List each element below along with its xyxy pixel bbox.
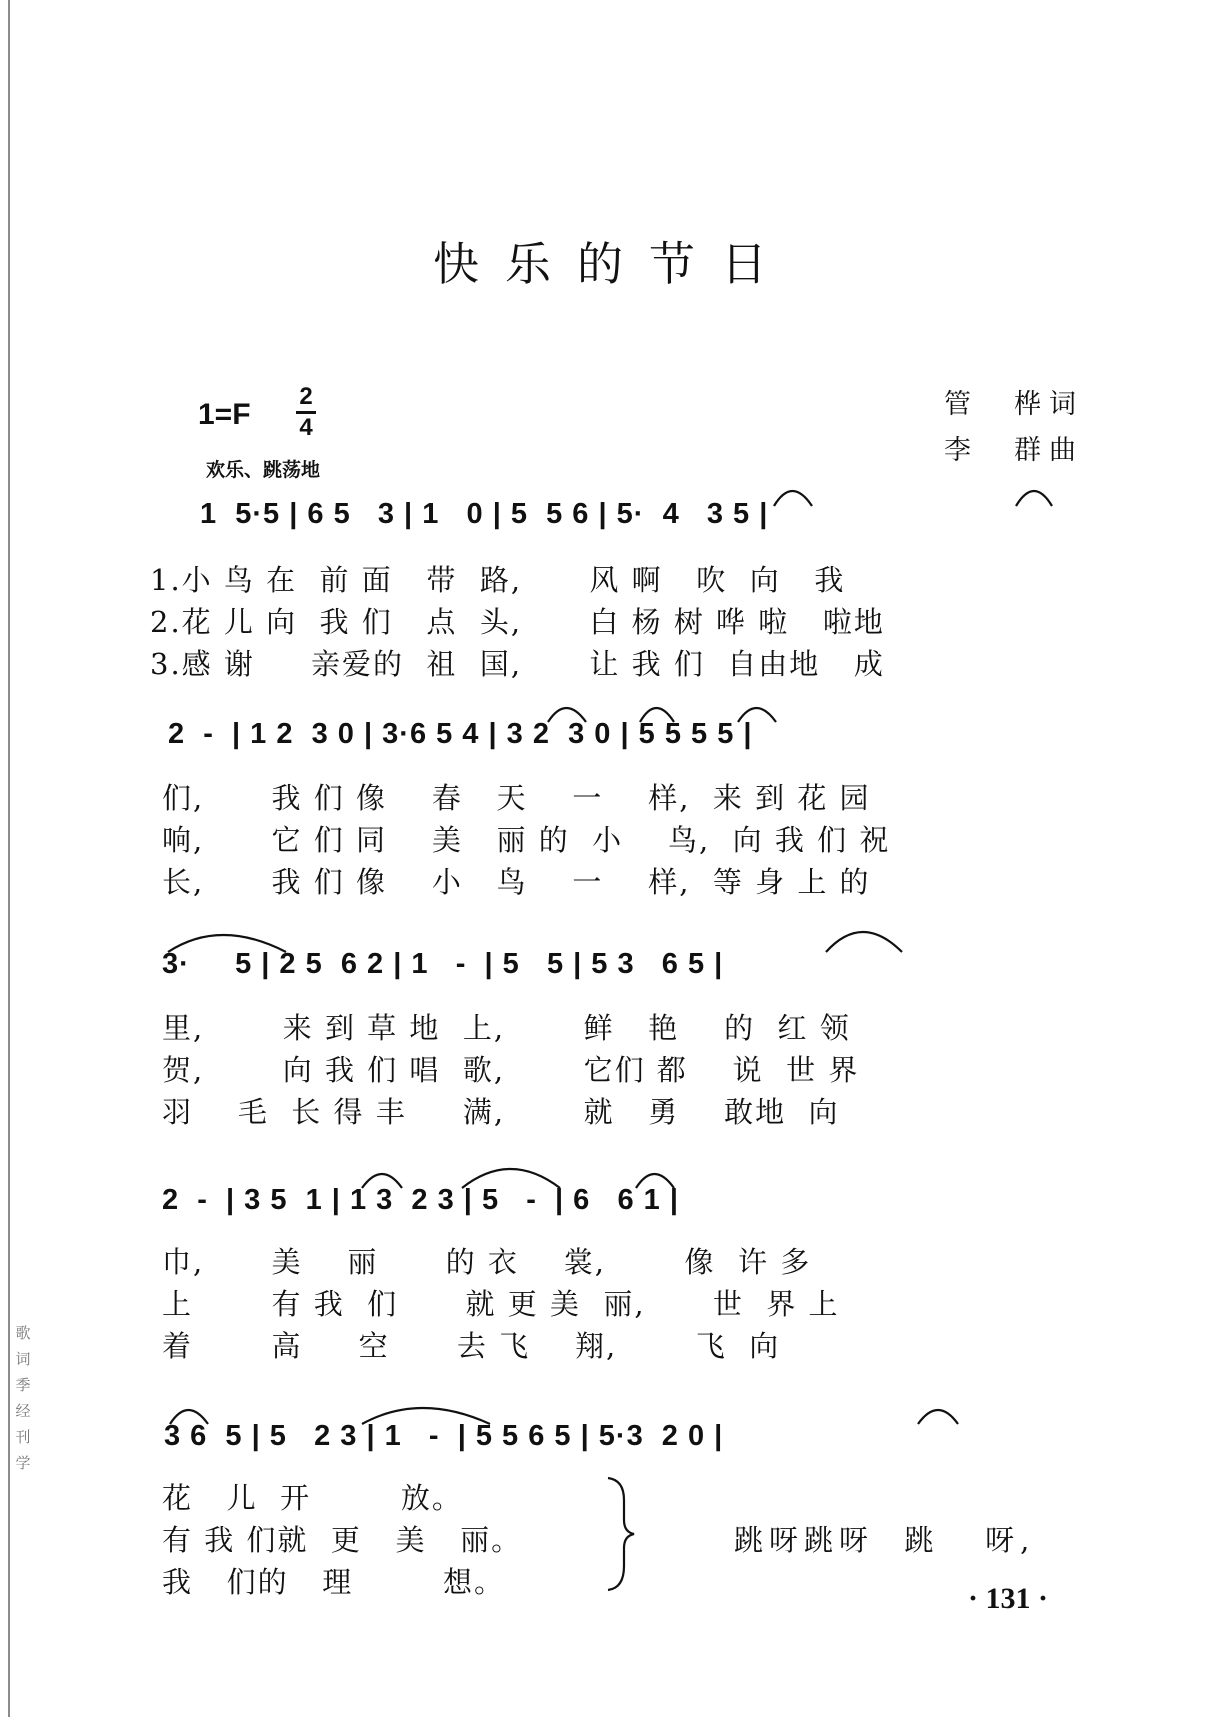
lyric-line-1-verse-2: 2.花 儿 向 我 们 点 头, 白 杨 树 哗 啦 啦地 — [150, 605, 885, 639]
slur — [1016, 491, 1052, 506]
lyric-line-3-verse-1: 里, 来 到 草 地 上, 鲜 艳 的 红 领 — [162, 1011, 851, 1045]
lyric-line-5-verse-2: 有 我 们就 更 美 丽。 — [162, 1523, 523, 1557]
notation-line-4: 2 - | 3 5 1 | 1 3 2 3 | 5 - | 6 6 1 | — [162, 1184, 679, 1216]
lyricist-credit: 管 桦词 — [944, 389, 1084, 420]
notation-line-5: 3 6 5 | 5 2 3 | 1 - | 5 5 6 5 | 5·3 2 0 | — [164, 1420, 724, 1452]
brace — [608, 1478, 634, 1590]
slur — [738, 708, 776, 722]
notation-line-1: 1 5·5 | 6 5 3 | 1 0 | 5 5 6 | 5· 4 3 5 | — [200, 498, 769, 530]
slur — [826, 932, 902, 952]
slur — [362, 1408, 490, 1424]
composer-credit: 李 群曲 — [944, 435, 1084, 466]
page-number: · 131 · — [968, 1582, 1049, 1615]
lyric-line-2-verse-2: 响, 它 们 同 美 丽 的 小 鸟, 向 我 们 祝 — [162, 823, 891, 857]
time-signature-bottom: 4 — [299, 414, 313, 441]
slur — [168, 935, 286, 952]
slur — [362, 1174, 402, 1188]
lyric-line-3-verse-2: 贺, 向 我 们 唱 歌, 它们 都 说 世 界 — [162, 1053, 860, 1087]
lyric-line-4-verse-2: 上 有 我 们 就 更 美 丽, 世 界 上 — [162, 1287, 840, 1321]
key-signature: 1=F — [198, 398, 251, 431]
refrain-lyric: 跳呀跳呀 跳 呀, — [734, 1523, 1036, 1557]
slur — [918, 1410, 958, 1424]
lyric-line-2-verse-3: 长, 我 们 像 小 鸟 一 样, 等 身 上 的 — [162, 865, 871, 899]
slur — [462, 1169, 560, 1188]
lyric-line-4-verse-1: 巾, 美 丽 的 衣 裳, 像 许 多 — [162, 1245, 812, 1279]
slur — [774, 491, 812, 506]
lyric-line-2-verse-1: 们, 我 们 像 春 天 一 样, 来 到 花 园 — [162, 781, 871, 815]
song-title: 快乐的节日 — [433, 237, 793, 291]
tempo-marking: 欢乐、跳荡地 — [206, 459, 321, 481]
lyric-line-3-verse-3: 羽 毛 长 得 丰 满, 就 勇 敢地 向 — [162, 1095, 840, 1129]
slur — [548, 708, 586, 722]
slur — [640, 708, 674, 722]
side-mark: 歌 词 季 经 刊 学 — [15, 1324, 31, 1472]
time-signature-top: 2 — [299, 383, 313, 410]
lyric-line-5-verse-3: 我 们的 理 想。 — [162, 1565, 506, 1599]
slur — [636, 1174, 674, 1188]
lyric-line-4-verse-3: 着 高 空 去 飞 翔, 飞 向 — [162, 1329, 781, 1363]
lyric-line-5-verse-1: 花 儿 开 放。 — [162, 1481, 463, 1515]
notation-line-2: 2 - | 1 2 3 0 | 3·6 5 4 | 3 2 3 0 | 5 5 5 5 | — [168, 718, 753, 750]
slur — [170, 1410, 208, 1424]
lyric-line-1-verse-3: 3.感 谢 亲爱的 祖 国, 让 我 们 自由地 成 — [150, 647, 885, 681]
notation-line-3: 3· 5 | 2 5 6 2 | 1 - | 5 5 | 5 3 6 5 | — [162, 948, 724, 980]
lyric-line-1-verse-1: 1.小 鸟 在 前 面 带 路, 风 啊 吹 向 我 — [150, 563, 846, 597]
